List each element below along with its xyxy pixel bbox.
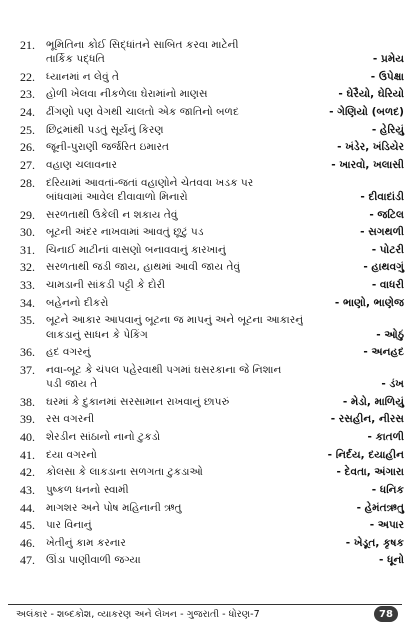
entry-definition: ઊંડા પાણીવાળી જગ્યા [46, 554, 141, 567]
entry-definition: ધ્યાનમાં ન લેવું તે [46, 70, 120, 83]
entry-definition: હદ વગરનું [46, 346, 91, 359]
entry-definition: કોલસા કે લાકડાના સળગતા ટુકડાઓ [46, 466, 203, 479]
entry-row [20, 208, 404, 222]
entry-body [46, 412, 404, 426]
entry-definition: સરળતાથી જડી જાય, હાથમાં આવી જાય તેવું [46, 261, 241, 274]
entry-line [46, 501, 404, 515]
entry-answer [400, 38, 404, 52]
entry-row [20, 225, 404, 239]
entry-body [46, 123, 404, 137]
entry-number: 21. [20, 38, 35, 52]
entry-answer: - ખેડૂત, કૃષક [345, 536, 404, 549]
entry-answer [400, 313, 404, 327]
entry-line [46, 123, 404, 137]
entry-answer [400, 176, 404, 190]
entry-row [20, 105, 404, 119]
entry-line [46, 328, 404, 342]
entry-number: 24. [20, 105, 35, 120]
entry-line [46, 377, 404, 391]
entry-line [46, 38, 404, 52]
entry-definition: પડી જાય તે [46, 378, 98, 391]
entry-number: 41. [20, 447, 35, 462]
entry-body [46, 430, 404, 444]
entry-line [46, 448, 404, 462]
entry-body [46, 105, 404, 119]
entry-definition: ભૂમિતિના કોઈ સિદ્ધાંતને સાબિત કરવા માટેની [46, 39, 239, 51]
entry-body [46, 345, 404, 359]
entry-line [46, 553, 404, 567]
entry-number: 43. [20, 482, 35, 497]
entry-definition: ખેતીનું કામ કરનાર [46, 536, 126, 549]
entry-number: 42. [20, 465, 35, 480]
entry-answer: - દીવાદાંડી [360, 190, 404, 203]
entry-body [46, 176, 404, 204]
entry-line [46, 395, 404, 409]
entry-number: 38. [20, 394, 35, 409]
entry-answer: - ખંડેર, ખંડિયેર [337, 141, 404, 154]
entry-answer: - ડંખ [381, 378, 404, 391]
entry-row [20, 430, 404, 444]
entry-answer: - અપાર [369, 519, 404, 532]
entry-row [20, 70, 404, 84]
entry-line [46, 536, 404, 550]
entry-body [46, 38, 404, 66]
entry-answer: - કાતળી [367, 430, 404, 443]
entry-line [46, 278, 404, 292]
entry-definition: લાકડાનું સાધન કે પેકિંગ [46, 328, 148, 341]
entry-answer: - હાથવગું [363, 261, 404, 274]
entry-definition: વહાણ ચલાવનાર [46, 159, 117, 172]
entry-line [46, 345, 404, 359]
entry-answer: - ઓઠું [376, 328, 404, 341]
entry-answer: - નિર્દય, દયાહીન [327, 448, 404, 461]
entry-answer: - જટિલ [369, 208, 404, 221]
entry-body [46, 296, 404, 310]
entry-number: 36. [20, 345, 35, 360]
entry-body [46, 208, 404, 222]
entry-definition: નવા-બૂટ કે ચંપલ પહેરવાથી પગમાં ઘસરકાના જે નિશાન [46, 363, 282, 376]
entry-answer: - હેરિયું [371, 123, 404, 136]
entry-row [20, 158, 404, 172]
entry-row [20, 501, 404, 515]
entry-body [46, 260, 404, 274]
entry-row [20, 140, 404, 154]
entry-body [46, 501, 404, 515]
entry-answer: - દેવતા, અંગારા [336, 466, 404, 479]
entry-answer [400, 363, 404, 377]
entry-line [46, 243, 404, 257]
entry-definition: રસ વગરની [46, 413, 95, 426]
entry-row [20, 260, 404, 274]
entry-line [46, 140, 404, 154]
entry-definition: બૂટની અંદર નાખવામાં આવતું છૂટું પડ [46, 226, 204, 239]
entry-row [20, 176, 404, 204]
entry-answer: - ધૂનો [379, 554, 404, 567]
entry-answer: - પોટરી [371, 243, 404, 256]
entry-body [46, 518, 404, 532]
entry-body [46, 87, 404, 101]
entry-body [46, 363, 404, 391]
entry-definition: તાર્કિક પદ્ધતિ [46, 53, 105, 66]
entry-number: 45. [20, 518, 35, 533]
entry-row [20, 536, 404, 550]
entry-number: 40. [20, 429, 35, 444]
entry-number: 26. [20, 140, 35, 155]
page-number-badge: 78 [374, 606, 398, 622]
entry-line [46, 208, 404, 222]
entry-number: 29. [20, 207, 35, 222]
entry-line [46, 313, 404, 327]
entry-definition: ચિનાઈ માટીનાં વાસણો બનાવવાનું કારખાનું [46, 243, 226, 256]
entry-line [46, 483, 404, 497]
entry-body [46, 70, 404, 84]
entry-line [46, 87, 404, 101]
footer-title: અલંકાર - શબ્દકોશ, વ્યાકરણ અને લેખન - ગુજરાતી - ધોરણ-7 [16, 608, 260, 620]
entry-row [20, 518, 404, 532]
entry-line [46, 190, 404, 204]
entry-body [46, 278, 404, 292]
entry-row [20, 483, 404, 497]
entry-body [46, 395, 404, 409]
entry-number: 25. [20, 122, 35, 137]
entry-line [46, 363, 404, 377]
entry-body [46, 536, 404, 550]
entry-body [46, 243, 404, 257]
entry-definition: ઢીંગણો પણ વેગથી ચાલતો એક જાતિનો બળદ [46, 106, 239, 119]
entry-row [20, 465, 404, 479]
entry-answer: - ખારવો, ખલાસી [331, 159, 404, 172]
entries-list [20, 38, 404, 571]
entry-row [20, 412, 404, 426]
entry-line [46, 52, 404, 66]
entry-body [46, 158, 404, 172]
entry-definition: બૂટને આકાર આપવાનું બૂટના જ માપનું અને બૂટના આકારનું [46, 314, 304, 327]
entry-number: 39. [20, 412, 35, 427]
entry-line [46, 430, 404, 444]
entry-definition: ચામડાની સાંકડી પટ્ટી કે દોરી [46, 279, 166, 292]
entry-number: 47. [20, 553, 35, 568]
entry-number: 28. [20, 175, 35, 190]
entry-number: 22. [20, 69, 35, 84]
entry-row [20, 448, 404, 462]
entry-answer: - વાધરી [371, 279, 404, 292]
entry-number: 31. [20, 242, 35, 257]
entry-definition: હોળી ખેલવા નીકળેલા ઘેરામાંનો માણસ [46, 88, 208, 101]
page-footer [8, 604, 402, 623]
entry-number: 27. [20, 158, 35, 173]
entry-number: 44. [20, 500, 35, 515]
entry-line [46, 158, 404, 172]
entry-number: 35. [20, 313, 35, 328]
entry-answer: - ઘેરૈયો, ઘેરિયો [338, 88, 404, 101]
entry-row [20, 278, 404, 292]
entry-line [46, 70, 404, 84]
entry-definition: માગશર અને પોષ મહિનાની ઋતુ [46, 501, 182, 514]
entry-body [46, 140, 404, 154]
entry-row [20, 87, 404, 101]
entry-number: 34. [20, 295, 35, 310]
entry-line [46, 518, 404, 532]
entry-definition: છિદ્રમાંથી પડતું સૂર્યનું કિરણ [46, 123, 164, 136]
entry-definition: પુષ્કળ ધનનો સ્વામી [46, 483, 129, 496]
entry-number: 30. [20, 225, 35, 240]
entry-row [20, 363, 404, 391]
entry-line [46, 260, 404, 274]
entry-definition: શેરડીન સાંઠાનો નાનો ટુકડો [46, 430, 161, 443]
entry-answer: - ઉપેક્ષા [370, 70, 404, 83]
entry-row [20, 243, 404, 257]
entry-row [20, 345, 404, 359]
entry-row [20, 38, 404, 66]
entry-answer: - ગેણિયો (બળદ) [329, 106, 404, 119]
entry-number: 37. [20, 362, 35, 377]
entry-definition: બાંધવામાં આવેલ દીવાવાળો મિનારો [46, 190, 188, 203]
entry-definition: દરિયામાં આવતાં-જતાં વહાણોને ચેતવવા ખડક પર [46, 176, 254, 189]
entry-body [46, 313, 404, 341]
entry-answer: - ભાણો, ભાણેજ [334, 296, 404, 309]
entry-answer: - સગથળી [360, 226, 404, 239]
entry-line [46, 225, 404, 239]
entry-definition: જૂની-પુરાણી જર્જરિત ઇમારત [46, 141, 170, 154]
entry-definition: સરળતાથી ઉકેલી ન શકાય તેવું [46, 208, 178, 221]
entry-answer: - અનહદ [363, 346, 404, 359]
entry-row [20, 553, 404, 567]
entry-number: 32. [20, 260, 35, 275]
entry-body [46, 483, 404, 497]
entry-line [46, 296, 404, 310]
entry-row [20, 296, 404, 310]
entry-definition: પાર વિનાનું [46, 519, 92, 532]
entry-answer: - પ્રમેય [372, 53, 404, 66]
entry-answer: - રસહીન, નીરસ [330, 413, 404, 426]
entry-answer: - મેડો, માળિયું [342, 395, 404, 408]
entry-definition: બહેનનો દીકરો [46, 296, 109, 309]
entry-body [46, 448, 404, 462]
entry-row [20, 123, 404, 137]
entry-definition: ઘરમાં કે દુકાનમાં સરસામાન રાખવાનું છાપરું [46, 395, 230, 408]
entry-row [20, 395, 404, 409]
entry-body [46, 465, 404, 479]
entry-answer: - હેમંતઋતુ [356, 501, 404, 514]
entry-row [20, 313, 404, 341]
entry-number: 33. [20, 278, 35, 293]
entry-line [46, 465, 404, 479]
entry-answer: - ધનિક [371, 483, 404, 496]
entry-number: 46. [20, 535, 35, 550]
entry-number: 23. [20, 87, 35, 102]
entry-line [46, 105, 404, 119]
entry-definition: દયા વગરનો [46, 448, 97, 461]
entry-line [46, 176, 404, 190]
entry-body [46, 225, 404, 239]
entry-line [46, 412, 404, 426]
entry-body [46, 553, 404, 567]
